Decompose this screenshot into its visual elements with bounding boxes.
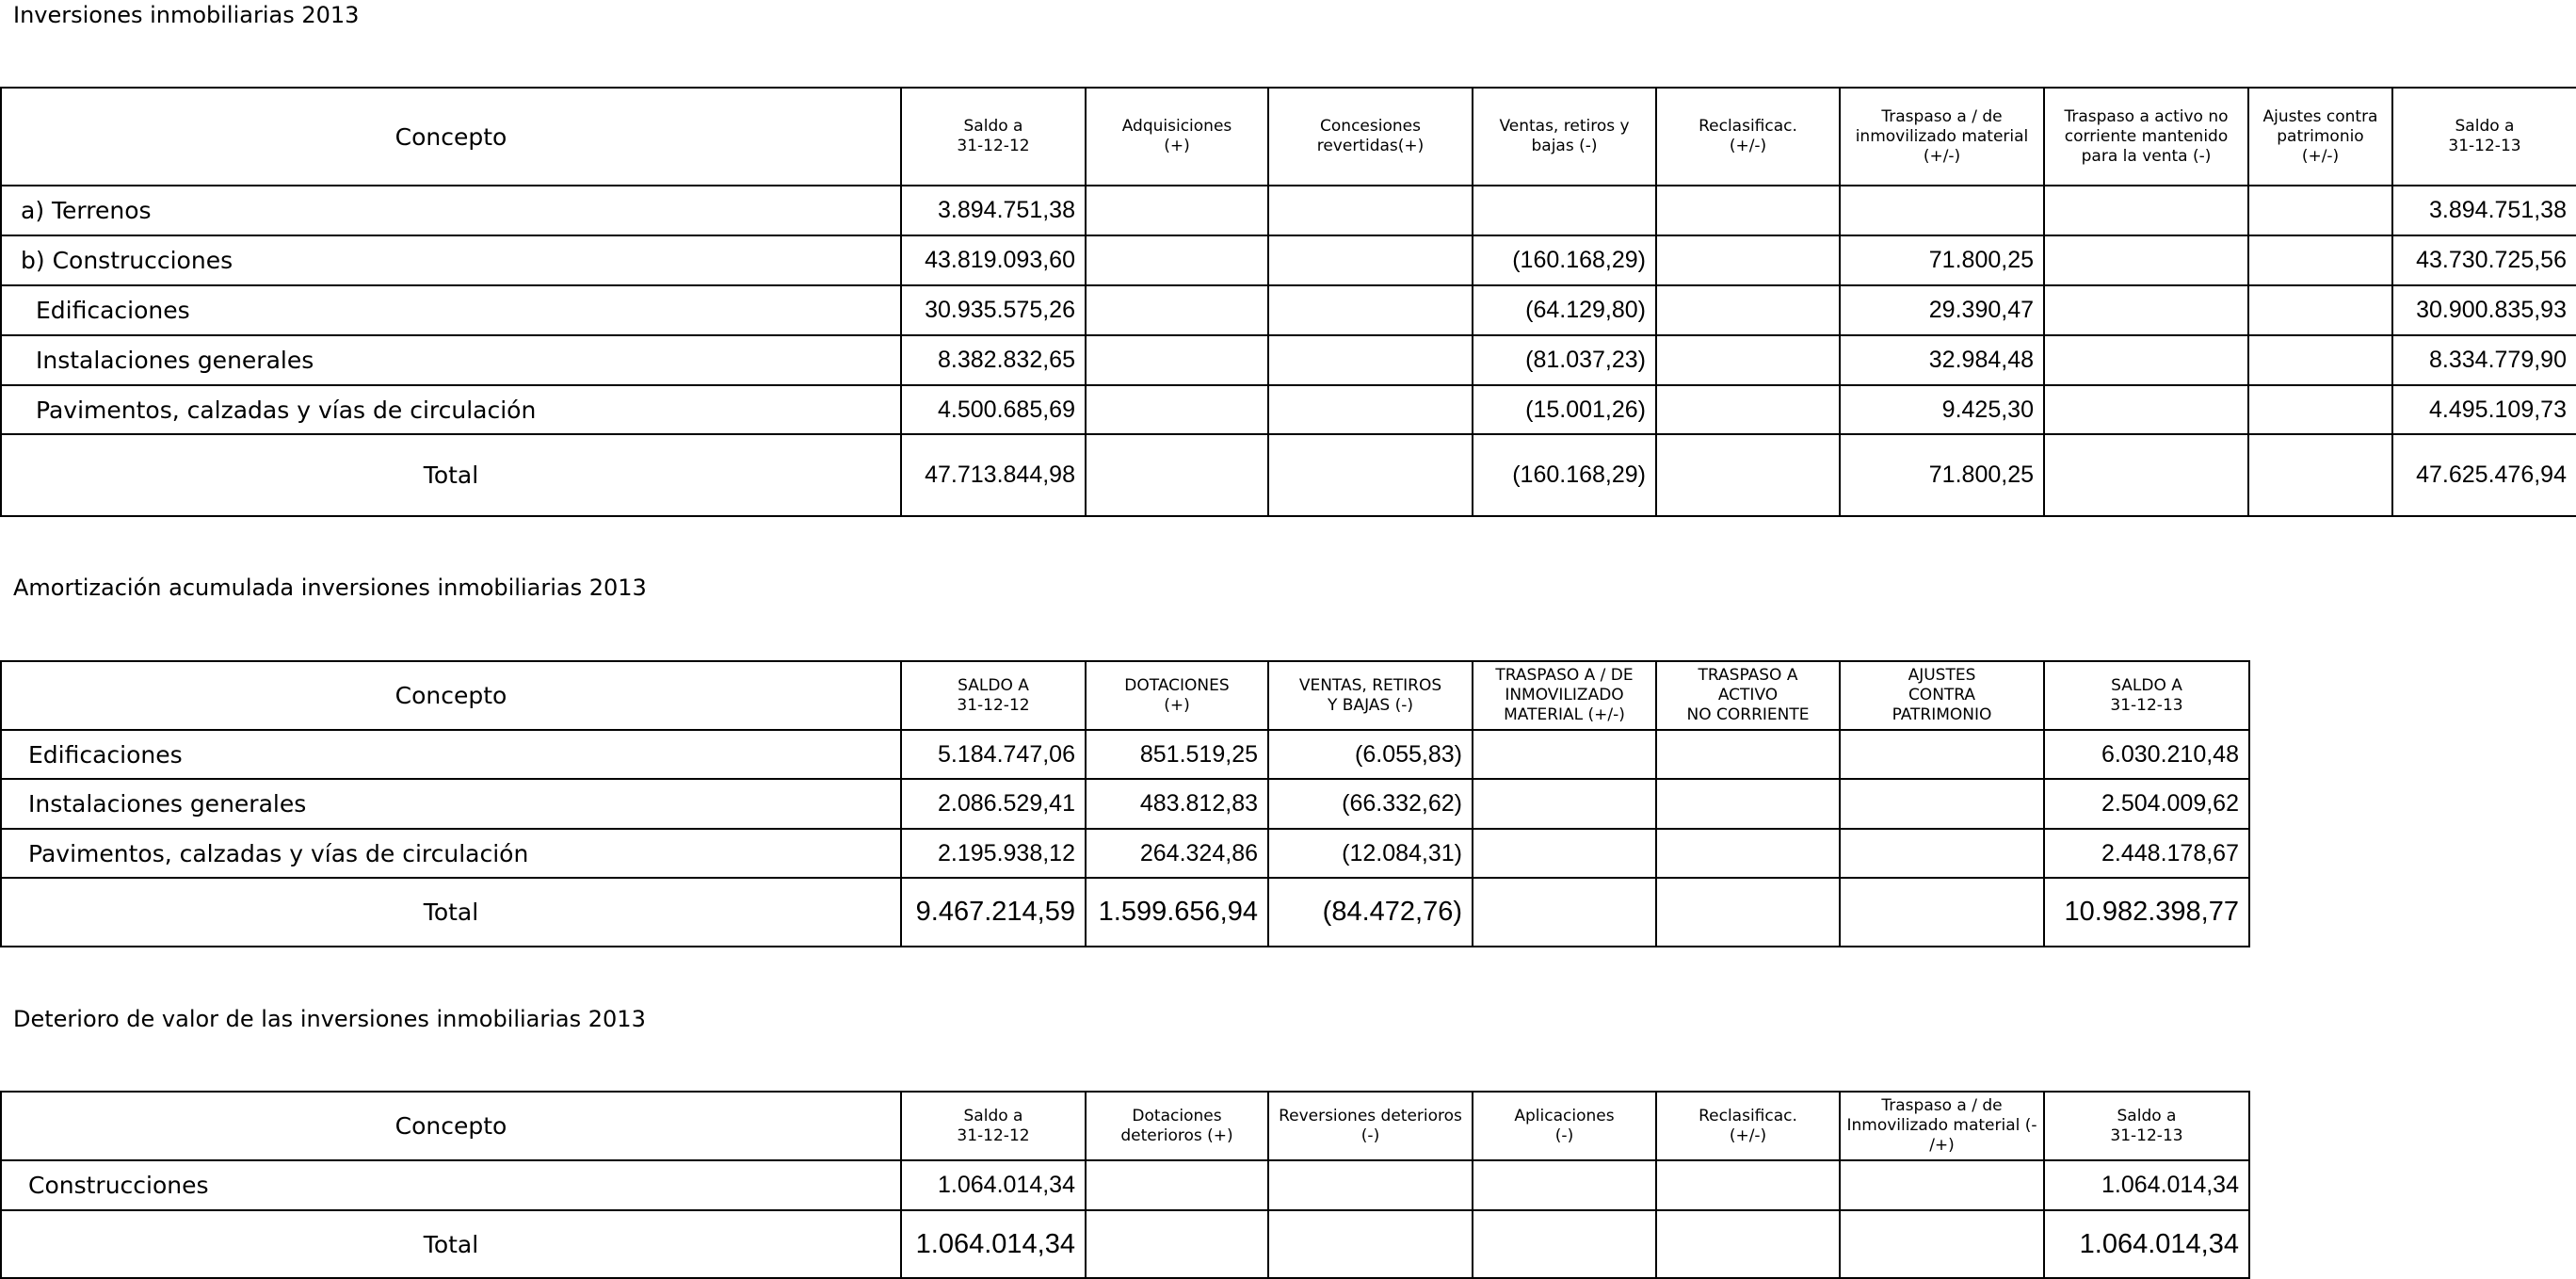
column-header: DOTACIONES (+) bbox=[1086, 661, 1268, 730]
column-header: TRASPASO A / DE INMOVILIZADO MATERIAL (+/-) bbox=[1473, 661, 1656, 730]
table-cell bbox=[1086, 434, 1268, 516]
table-cell: 2.195.938,12 bbox=[901, 829, 1086, 878]
table-cell: (6.055,83) bbox=[1268, 730, 1473, 779]
table-cell: (12.084,31) bbox=[1268, 829, 1473, 878]
table-cell: 2.086.529,41 bbox=[901, 779, 1086, 829]
table-cell bbox=[2044, 335, 2248, 385]
section1-title: Inversiones inmobiliarias 2013 bbox=[13, 2, 360, 28]
table-cell bbox=[1656, 335, 1840, 385]
column-header: Traspaso a / de inmovilizado material (+/-) bbox=[1840, 88, 2044, 186]
row-label: Pavimentos, calzadas y vías de circulación bbox=[1, 385, 901, 434]
column-header: Concesiones revertidas(+) bbox=[1268, 88, 1473, 186]
table-cell: 30.900.835,93 bbox=[2392, 285, 2576, 335]
column-header: Saldo a 31-12-13 bbox=[2392, 88, 2576, 186]
table-cell: (15.001,26) bbox=[1473, 385, 1656, 434]
table-cell bbox=[1656, 285, 1840, 335]
column-header: SALDO A 31-12-13 bbox=[2044, 661, 2249, 730]
table-cell bbox=[1268, 434, 1473, 516]
table-cell: 851.519,25 bbox=[1086, 730, 1268, 779]
table-cell bbox=[1268, 235, 1473, 285]
column-header: Reclasificac. (+/-) bbox=[1656, 1092, 1840, 1160]
table-cell: 2.504.009,62 bbox=[2044, 779, 2249, 829]
table-row bbox=[1, 730, 2249, 779]
table-cell: (81.037,23) bbox=[1473, 335, 1656, 385]
row-label: a) Terrenos bbox=[1, 186, 901, 235]
column-header: Traspaso a activo no corriente mantenido para la venta (-) bbox=[2044, 88, 2248, 186]
table-cell: 9.467.214,59 bbox=[901, 878, 1086, 947]
table-cell: 483.812,83 bbox=[1086, 779, 1268, 829]
table-cell bbox=[1656, 829, 1840, 878]
table-cell bbox=[1473, 1210, 1656, 1278]
table-cell: 4.500.685,69 bbox=[901, 385, 1086, 434]
table-cell: 1.064.014,34 bbox=[2044, 1160, 2249, 1210]
total-row bbox=[1, 878, 2249, 947]
table-row bbox=[1, 779, 2249, 829]
table-cell: 71.800,25 bbox=[1840, 235, 2044, 285]
column-header: Saldo a 31-12-12 bbox=[901, 88, 1086, 186]
table-header-row bbox=[1, 88, 2576, 186]
deterioro-table bbox=[0, 1091, 2250, 1279]
table-cell: 2.448.178,67 bbox=[2044, 829, 2249, 878]
table-cell bbox=[1840, 878, 2044, 947]
table-cell bbox=[1268, 335, 1473, 385]
column-header: Dotaciones deterioros (+) bbox=[1086, 1092, 1268, 1160]
table-header-row bbox=[1, 661, 2249, 730]
table-cell: 9.425,30 bbox=[1840, 385, 2044, 434]
table-cell bbox=[2044, 285, 2248, 335]
table-cell bbox=[1840, 1210, 2044, 1278]
table-cell: 47.713.844,98 bbox=[901, 434, 1086, 516]
table-cell bbox=[2044, 385, 2248, 434]
table-cell: 10.982.398,77 bbox=[2044, 878, 2249, 947]
table-cell: 1.064.014,34 bbox=[901, 1160, 1086, 1210]
table-cell bbox=[1473, 730, 1656, 779]
inversiones-table bbox=[0, 87, 2576, 517]
table-row bbox=[1, 829, 2249, 878]
table-cell bbox=[1268, 385, 1473, 434]
table-cell bbox=[1656, 730, 1840, 779]
table-cell bbox=[1656, 186, 1840, 235]
section2-title: Amortización acumulada inversiones inmobiliarias 2013 bbox=[13, 575, 647, 601]
row-label: Total bbox=[1, 434, 901, 516]
column-header: Adquisiciones (+) bbox=[1086, 88, 1268, 186]
table-cell bbox=[1473, 779, 1656, 829]
table-cell bbox=[1473, 186, 1656, 235]
table-cell bbox=[1840, 829, 2044, 878]
table-cell bbox=[1086, 186, 1268, 235]
table-cell: (160.168,29) bbox=[1473, 434, 1656, 516]
row-label: Instalaciones generales bbox=[1, 335, 901, 385]
table-cell bbox=[1656, 434, 1840, 516]
row-label: b) Construcciones bbox=[1, 235, 901, 285]
total-row bbox=[1, 1210, 2249, 1278]
amortizacion-table bbox=[0, 660, 2250, 947]
table-cell bbox=[2248, 186, 2392, 235]
column-header: Ventas, retiros y bajas (-) bbox=[1473, 88, 1656, 186]
table-cell bbox=[1656, 878, 1840, 947]
table-cell bbox=[1656, 235, 1840, 285]
table-cell bbox=[1086, 1160, 1268, 1210]
table-cell bbox=[2044, 434, 2248, 516]
table-header-row bbox=[1, 1092, 2249, 1160]
table-cell bbox=[1656, 779, 1840, 829]
table-cell: 4.495.109,73 bbox=[2392, 385, 2576, 434]
table-cell: 1.064.014,34 bbox=[901, 1210, 1086, 1278]
table-cell: 29.390,47 bbox=[1840, 285, 2044, 335]
table-cell: (84.472,76) bbox=[1268, 878, 1473, 947]
table-row bbox=[1, 335, 2576, 385]
column-header: Aplicaciones (-) bbox=[1473, 1092, 1656, 1160]
table-cell: (64.129,80) bbox=[1473, 285, 1656, 335]
table-cell: 8.334.779,90 bbox=[2392, 335, 2576, 385]
table-cell bbox=[1473, 878, 1656, 947]
table-row bbox=[1, 385, 2576, 434]
table-cell: 1.064.014,34 bbox=[2044, 1210, 2249, 1278]
table-cell bbox=[1840, 1160, 2044, 1210]
table-cell: 1.599.656,94 bbox=[1086, 878, 1268, 947]
table-cell: 6.030.210,48 bbox=[2044, 730, 2249, 779]
column-header: Saldo a 31-12-13 bbox=[2044, 1092, 2249, 1160]
table-cell bbox=[1840, 730, 2044, 779]
column-header: Ajustes contra patrimonio (+/-) bbox=[2248, 88, 2392, 186]
row-label: Edificaciones bbox=[1, 730, 901, 779]
row-label: Total bbox=[1, 1210, 901, 1278]
table-cell: 32.984,48 bbox=[1840, 335, 2044, 385]
column-header: Concepto bbox=[1, 661, 901, 730]
section3-title: Deterioro de valor de las inversiones inmobiliarias 2013 bbox=[13, 1006, 646, 1032]
table-cell: (66.332,62) bbox=[1268, 779, 1473, 829]
column-header: AJUSTES CONTRA PATRIMONIO bbox=[1840, 661, 2044, 730]
table-cell bbox=[1473, 1160, 1656, 1210]
column-header: Traspaso a / de Inmovilizado material (- /+) bbox=[1840, 1092, 2044, 1160]
column-header: VENTAS, RETIROS Y BAJAS (-) bbox=[1268, 661, 1473, 730]
table-cell bbox=[1656, 1160, 1840, 1210]
table-cell bbox=[2248, 235, 2392, 285]
table-cell bbox=[2044, 186, 2248, 235]
table-cell bbox=[1268, 1160, 1473, 1210]
table-cell: (160.168,29) bbox=[1473, 235, 1656, 285]
table-cell bbox=[1268, 186, 1473, 235]
table-row bbox=[1, 186, 2576, 235]
column-header: Concepto bbox=[1, 88, 901, 186]
column-header: Saldo a 31-12-12 bbox=[901, 1092, 1086, 1160]
table-cell bbox=[1473, 829, 1656, 878]
table-cell: 30.935.575,26 bbox=[901, 285, 1086, 335]
table-row bbox=[1, 235, 2576, 285]
table-cell: 3.894.751,38 bbox=[2392, 186, 2576, 235]
table-cell: 47.625.476,94 bbox=[2392, 434, 2576, 516]
table-cell: 71.800,25 bbox=[1840, 434, 2044, 516]
table-cell bbox=[1268, 285, 1473, 335]
column-header: Reversiones deterioros (-) bbox=[1268, 1092, 1473, 1160]
row-label: Pavimentos, calzadas y vías de circulación bbox=[1, 829, 901, 878]
column-header: Reclasificac. (+/-) bbox=[1656, 88, 1840, 186]
table-cell bbox=[1268, 1210, 1473, 1278]
row-label: Edificaciones bbox=[1, 285, 901, 335]
table-cell: 43.730.725,56 bbox=[2392, 235, 2576, 285]
column-header: TRASPASO A ACTIVO NO CORRIENTE bbox=[1656, 661, 1840, 730]
table-cell bbox=[2248, 385, 2392, 434]
table-cell: 264.324,86 bbox=[1086, 829, 1268, 878]
table-row bbox=[1, 1160, 2249, 1210]
table-cell bbox=[1840, 186, 2044, 235]
table-cell bbox=[1086, 285, 1268, 335]
table-cell bbox=[1086, 235, 1268, 285]
table-cell: 8.382.832,65 bbox=[901, 335, 1086, 385]
column-header: SALDO A 31-12-12 bbox=[901, 661, 1086, 730]
table-cell: 43.819.093,60 bbox=[901, 235, 1086, 285]
table-cell: 5.184.747,06 bbox=[901, 730, 1086, 779]
table-cell bbox=[1656, 1210, 1840, 1278]
row-label: Instalaciones generales bbox=[1, 779, 901, 829]
row-label: Construcciones bbox=[1, 1160, 901, 1210]
table-cell bbox=[1840, 779, 2044, 829]
table-cell bbox=[1086, 335, 1268, 385]
table-cell bbox=[1086, 385, 1268, 434]
table-cell bbox=[2248, 285, 2392, 335]
table-cell bbox=[1086, 1210, 1268, 1278]
table-cell bbox=[2248, 434, 2392, 516]
table-cell: 3.894.751,38 bbox=[901, 186, 1086, 235]
table-cell bbox=[2248, 335, 2392, 385]
table-cell bbox=[2044, 235, 2248, 285]
row-label: Total bbox=[1, 878, 901, 947]
table-cell bbox=[1656, 385, 1840, 434]
total-row bbox=[1, 434, 2576, 516]
table-row bbox=[1, 285, 2576, 335]
column-header: Concepto bbox=[1, 1092, 901, 1160]
